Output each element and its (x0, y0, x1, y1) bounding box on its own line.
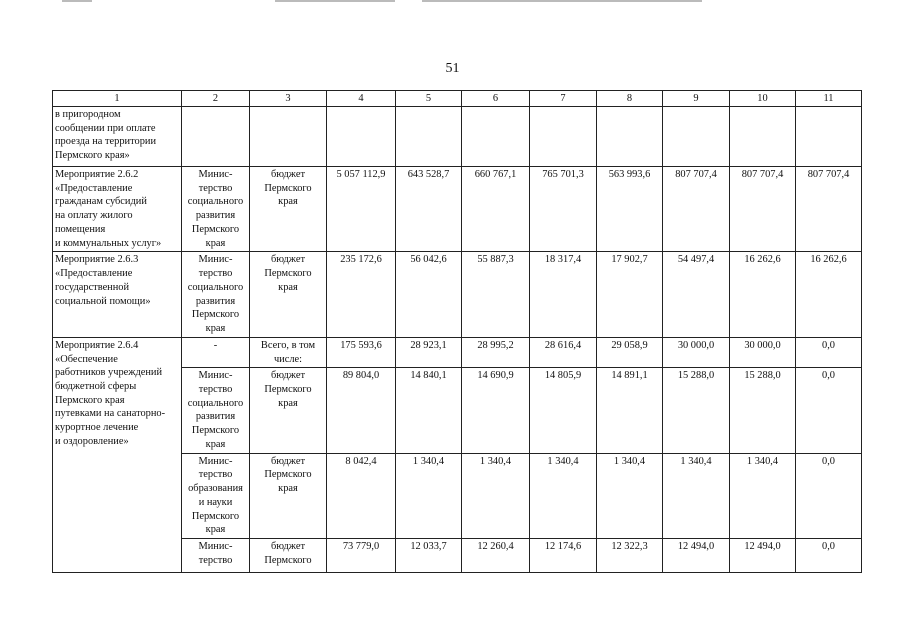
amount-cell: 16 262,6 (730, 252, 796, 337)
cell-line: числе: (273, 353, 303, 365)
amount-cell: 643 528,7 (396, 167, 462, 252)
cell-line: терство (198, 268, 233, 280)
column-header: 11 (796, 91, 862, 107)
cell-line: Пермского (191, 309, 240, 321)
column-header: 8 (597, 91, 663, 107)
cell-line: бюджет (270, 370, 305, 382)
executor-cell (182, 252, 250, 337)
budget-table (52, 90, 862, 573)
measure-name-cell (53, 252, 182, 337)
cell-line: бюджет (270, 169, 305, 180)
amount-cell: 30 000,0 (730, 337, 796, 367)
amount-cell: 16 262,6 (796, 252, 862, 337)
cell-line: терство (198, 554, 233, 566)
amount-cell: 28 616,4 (530, 337, 597, 367)
cell-line: Пермского (264, 384, 312, 396)
page-number: 51 (445, 61, 460, 76)
cell-line: терство (198, 182, 233, 194)
amount-cell: 73 779,0 (327, 539, 396, 573)
cell-line: развития (195, 295, 236, 307)
scan-artifact-line (422, 0, 702, 2)
amount-cell: 14 840,1 (396, 368, 462, 453)
cell-line: «Предоставление (55, 268, 133, 280)
amount-cell (327, 107, 396, 167)
cell-line: Пермского (191, 425, 240, 437)
amount-cell: 0,0 (796, 368, 862, 453)
cell-line: Минис- (198, 370, 233, 382)
amount-cell: 29 058,9 (597, 337, 663, 367)
executor-cell (182, 167, 250, 252)
cell-line: Всего, в том (260, 339, 316, 351)
cell-line: терство (198, 384, 233, 396)
cell-line: Пермского (264, 182, 312, 194)
executor-cell (182, 453, 250, 538)
amount-cell: 235 172,6 (327, 252, 396, 337)
amount-cell: 18 317,4 (530, 252, 597, 337)
cell-line: Минис- (198, 254, 233, 266)
column-header: 1 (53, 91, 182, 107)
cell-line: развития (195, 411, 236, 423)
amount-cell: 807 707,4 (796, 167, 862, 252)
funding-source-cell (250, 453, 327, 538)
amount-cell: 1 340,4 (462, 453, 530, 538)
cell-line: и оздоровление» (55, 435, 129, 447)
column-header: 3 (250, 91, 327, 107)
cell-line: Мероприятие 2.6.3 (55, 254, 139, 266)
column-header: 6 (462, 91, 530, 107)
cell-line: и коммунальных услуг» (55, 237, 162, 249)
executor-cell (182, 337, 250, 367)
cell-line: терство (198, 469, 233, 481)
amount-cell: 1 340,4 (730, 453, 796, 538)
cell-line: социального (187, 196, 244, 208)
amount-cell: 15 288,0 (663, 368, 730, 453)
cell-line: работников учреждений (55, 367, 163, 379)
cell-line: края (278, 196, 298, 208)
amount-cell: 54 497,4 (663, 252, 730, 337)
funding-source-cell (250, 167, 327, 252)
table-row (53, 167, 862, 252)
column-header: 9 (663, 91, 730, 107)
amount-cell: 14 805,9 (530, 368, 597, 453)
cell-line: - (213, 339, 218, 351)
cell-line: бюджетной сферы (55, 381, 137, 393)
cell-line: проезда на территории (55, 136, 157, 148)
amount-cell: 8 042,4 (327, 453, 396, 538)
table-row (53, 337, 862, 367)
funding-source-cell (250, 337, 327, 367)
amount-cell: 807 707,4 (730, 167, 796, 252)
executor-cell (182, 539, 250, 573)
table-row (53, 252, 862, 337)
amount-cell: 0,0 (796, 453, 862, 538)
cell-line: края (278, 281, 298, 293)
cell-line: социальной помощи» (55, 295, 151, 307)
amount-cell: 14 690,9 (462, 368, 530, 453)
column-header: 5 (396, 91, 462, 107)
amount-cell: 0,0 (796, 337, 862, 367)
amount-cell (396, 107, 462, 167)
cell-line: образования (188, 483, 243, 495)
amount-cell (462, 107, 530, 167)
column-header: 2 (182, 91, 250, 107)
measure-name-cell (53, 167, 182, 252)
amount-cell (663, 107, 730, 167)
table-row (53, 107, 862, 167)
amount-cell: 12 494,0 (730, 539, 796, 573)
amount-cell: 660 767,1 (462, 167, 530, 252)
amount-cell: 12 494,0 (663, 539, 730, 573)
cell-line: бюджет (270, 254, 305, 266)
cell-line: Минис- (198, 455, 233, 467)
amount-cell: 1 340,4 (597, 453, 663, 538)
column-header: 10 (730, 91, 796, 107)
table-header-row (53, 91, 862, 107)
amount-cell: 12 033,7 (396, 539, 462, 573)
cell-line: «Обеспечение (55, 353, 118, 365)
amount-cell (730, 107, 796, 167)
cell-line: социального (187, 397, 244, 409)
cell-line: Пермского (191, 223, 240, 235)
executor-cell (182, 368, 250, 453)
amount-cell (597, 107, 663, 167)
cell-line: края (205, 438, 226, 450)
amount-cell: 28 923,1 (396, 337, 462, 367)
cell-line: Пермского края» (55, 150, 130, 162)
cell-line: Минис- (198, 541, 233, 553)
cell-line: гражданам субсидий (55, 196, 147, 208)
amount-cell: 89 804,0 (327, 368, 396, 453)
measure-name-cell (53, 107, 182, 167)
measure-name-cell (53, 337, 182, 572)
amount-cell: 1 340,4 (663, 453, 730, 538)
amount-cell: 17 902,7 (597, 252, 663, 337)
amount-cell: 0,0 (796, 539, 862, 573)
cell-line: путевками на санаторно- (55, 408, 166, 420)
cell-line: Пермского (191, 510, 240, 522)
cell-line: бюджет (270, 455, 305, 467)
cell-line: Пермского (264, 469, 312, 481)
amount-cell: 28 995,2 (462, 337, 530, 367)
amount-cell: 30 000,0 (663, 337, 730, 367)
cell-line: развития (195, 210, 236, 222)
cell-line: края (205, 237, 226, 249)
amount-cell: 14 891,1 (597, 368, 663, 453)
cell-line: социального (187, 281, 244, 293)
amount-cell (530, 107, 597, 167)
amount-cell: 175 593,6 (327, 337, 396, 367)
amount-cell: 12 322,3 (597, 539, 663, 573)
funding-source-cell (250, 107, 327, 167)
cell-line: края (278, 483, 298, 495)
column-header: 7 (530, 91, 597, 107)
cell-line: Минис- (198, 169, 233, 180)
cell-line: Пермского края (55, 394, 125, 406)
amount-cell: 765 701,3 (530, 167, 597, 252)
cell-line: на оплату жилого (55, 210, 133, 222)
cell-line: и науки (198, 496, 233, 508)
cell-line: края (205, 524, 226, 536)
amount-cell: 12 260,4 (462, 539, 530, 573)
scan-artifact-line (275, 0, 395, 2)
amount-cell: 56 042,6 (396, 252, 462, 337)
cell-line: государственной (55, 281, 130, 293)
executor-cell (182, 107, 250, 167)
cell-line: сообщении при оплате (55, 122, 156, 134)
amount-cell: 1 340,4 (396, 453, 462, 538)
cell-line: в пригородном (55, 109, 121, 120)
funding-source-cell (250, 368, 327, 453)
cell-line: Мероприятие 2.6.2 (55, 169, 139, 180)
funding-source-cell (250, 539, 327, 573)
cell-line: Пермского (264, 554, 312, 566)
cell-line: курортное лечение (55, 422, 139, 434)
funding-source-cell (250, 252, 327, 337)
amount-cell: 563 993,6 (597, 167, 663, 252)
column-header: 4 (327, 91, 396, 107)
amount-cell: 55 887,3 (462, 252, 530, 337)
amount-cell: 15 288,0 (730, 368, 796, 453)
amount-cell: 12 174,6 (530, 539, 597, 573)
cell-line: края (278, 397, 298, 409)
amount-cell: 1 340,4 (530, 453, 597, 538)
cell-line: «Предоставление (55, 182, 133, 194)
cell-line: края (205, 323, 226, 335)
cell-line: Пермского (264, 268, 312, 280)
scan-artifact-line (62, 0, 92, 2)
amount-cell: 5 057 112,9 (327, 167, 396, 252)
amount-cell (796, 107, 862, 167)
cell-line: помещения (55, 223, 106, 235)
amount-cell: 807 707,4 (663, 167, 730, 252)
cell-line: Мероприятие 2.6.4 (55, 339, 139, 351)
cell-line: бюджет (270, 541, 305, 553)
